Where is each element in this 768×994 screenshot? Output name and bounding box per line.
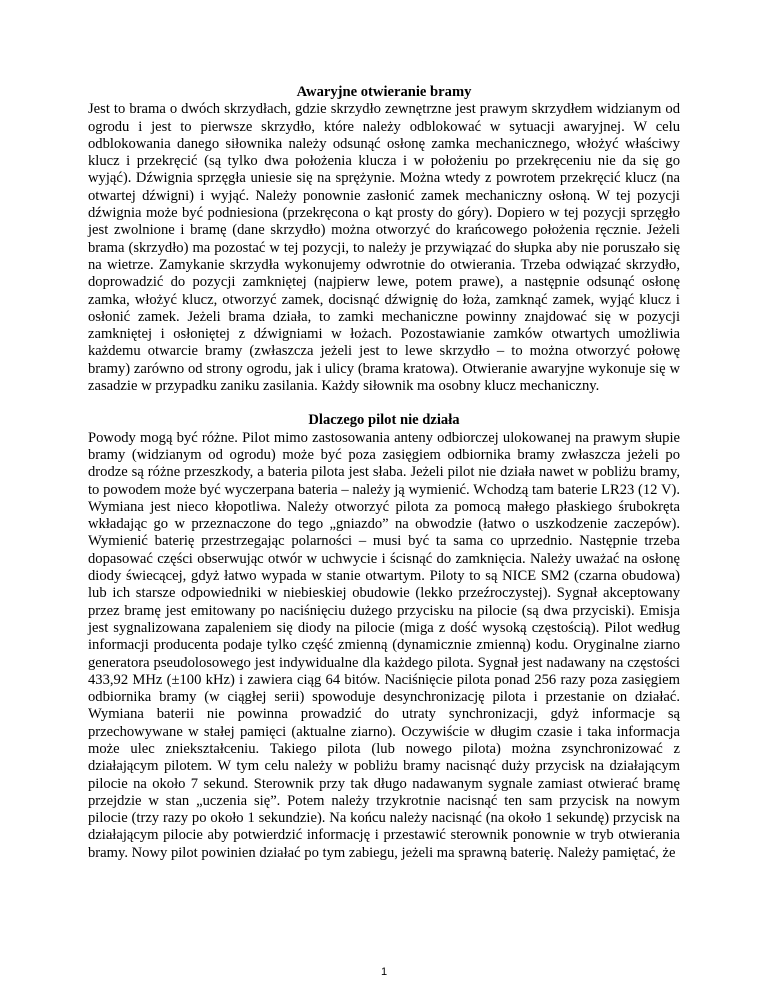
section-emergency-opening: [88, 84, 680, 395]
section-gap: [88, 395, 680, 412]
document-page: [88, 84, 680, 862]
section-body: Jest to brama o dwóch skrzydłach, gdzie skrzydło zewnętrzne jest prawym skrzydłem widzianym od ogrodu i jest to pierwsze skrzydło, które należy odblokować w sytuacji awaryjnej. W celu odblokowania danego siłownika należy odsunąć osłonę zamka mechanicznego, włożyć właściwy klucz i przekręcić (są tylko dwa położenia klucza i w położeniu po przekręceniu nie da się go wyjąć). Dźwignia sprzęgła uniesie się na sprężynie. Można wtedy z powrotem przekręcić klucz (na otwartej dźwigni) i wyjąć. Należy ponownie zasłonić zamek mechaniczny osłoną. W tej pozycji dźwignia może być podniesiona (przekręcona o kąt prosty do góry). Dopiero w tej pozycji sprzęgło jest zwolnione i bramę (dane skrzydło) można otworzyć do krańcowego położenia ręcznie. Jeżeli brama (skrzydło) ma pozostać w tej pozycji, to należy je przywiązać do słupka aby nie poruszało się na wietrze. Zamykanie skrzydła wykonujemy odwrotnie do otwierania. Trzeba odwiązać skrzydło, doprowadzić do pozycji zamkniętej (najpierw lewe, potem prawe), a następnie odsunąć osłonę zamka, włożyć klucz, otworzyć zamek, docisnąć dźwignię do łoża, zamknąć zamek, wyjąć klucz i osłonić zamek. Jeżeli brama działa, to zamki mechaniczne powinny znajdować się w pozycji zamkniętej i osłoniętej z dźwigniami w łożach. Pozostawianie zamków otwartych umożliwia każdemu otwarcie bramy (zwłaszcza jeżeli jest to lewe skrzydło – to można otworzyć połowę bramy) zarówno od strony ogrodu, jak i ulicy (brama kratowa). Otwieranie awaryjne wykonuje się w zasadzie w przypadku zaniku zasilania. Każdy siłownik ma osobny klucz mechaniczny.: [88, 101, 680, 395]
section-title: Dlaczego pilot nie działa: [308, 412, 460, 429]
section-body: Powody mogą być różne. Pilot mimo zastosowania anteny odbiorczej ulokowanej na prawym słupie bramy (widzianym od ogrodu) może być poza zasięgiem odbiornika bramy zwłaszcza jeżeli po drodze są różne przeszkody, a bateria pilota jest słaba. Jeżeli pilot nie działa nawet w pobliżu bramy, to powodem może być wyczerpana bateria – należy ją wymienić. Wchodzą tam baterie LR23 (12 V). Wymiana jest nieco kłopotliwa. Należy otworzyć pilota za pomocą małego płaskiego śrubokręta wkładając go w przeznaczone do tego „gniazdo” na obwodzie (łatwo o uszkodzenie zaczepów). Wymienić baterię przestrzegając polarności – musi być ta sama co uprzednio. Następnie trzeba dopasować części obserwując otwór w uchwycie i ścisnąć do zamknięcia. Należy uważać na osłonę diody świecącej, gdyż łatwo wypada w stanie otwartym. Piloty to są NICE SM2 (czarna obudowa) lub ich starsze odpowiedniki w niebieskiej obudowie (lekko przeźroczystej). Sygnał akceptowany przez bramę jest emitowany po naciśnięciu dużego przycisku na pilocie (są dwa przyciski). Emisja jest sygnalizowana zapaleniem się diody na pilocie (miga z dość wysoką częstością). Pilot według informacji producenta podaje tylko część zmienną (dynamicznie zmienną) kodu. Oryginalne ziarno generatora pseudolosowego jest indywidualne dla każdego pilota. Sygnał jest nadawany na częstości 433,92 MHz (±100 kHz) i zawiera ciąg 64 bitów. Naciśnięcie pilota ponad 256 razy poza zasięgiem odbiornika bramy (w ciągłej serii) spowoduje desynchronizację pilota i przestanie on działać. Wymiana baterii nie powinna prowadzić do utraty synchronizacji, gdyż informacje są przechowywane w stałej pamięci (aktualne ziarno). Oczywiście w długim czasie i taka informacja może ulec zniekształceniu. Takiego pilota (lub nowego pilota) można zsynchronizować z działającym pilotem. W tym celu należy w pobliżu bramy nacisnąć duży przycisk na działającym pilocie na około 7 sekund. Sterownik przy tak długo nadawanym sygnale zamiast otwierać bramę przejdzie w stan „uczenia się”. Potem należy trzykrotnie nacisnąć ten sam przycisk na nowym pilocie (trzy razy po około 1 sekundzie). Na końcu należy nacisnąć (na około 1 sekundę) przycisk na działającym pilocie aby potwierdzić informację i przestawić sterownik ponownie w tryb otwierania bramy. Nowy pilot powinien działać po tym zabiegu, jeżeli ma sprawną baterię. Należy pamiętać, że: [88, 429, 680, 861]
section-remote-not-working: [88, 412, 680, 862]
section-title: Awaryjne otwieranie bramy: [296, 84, 472, 100]
page-number: 1: [380, 966, 388, 978]
